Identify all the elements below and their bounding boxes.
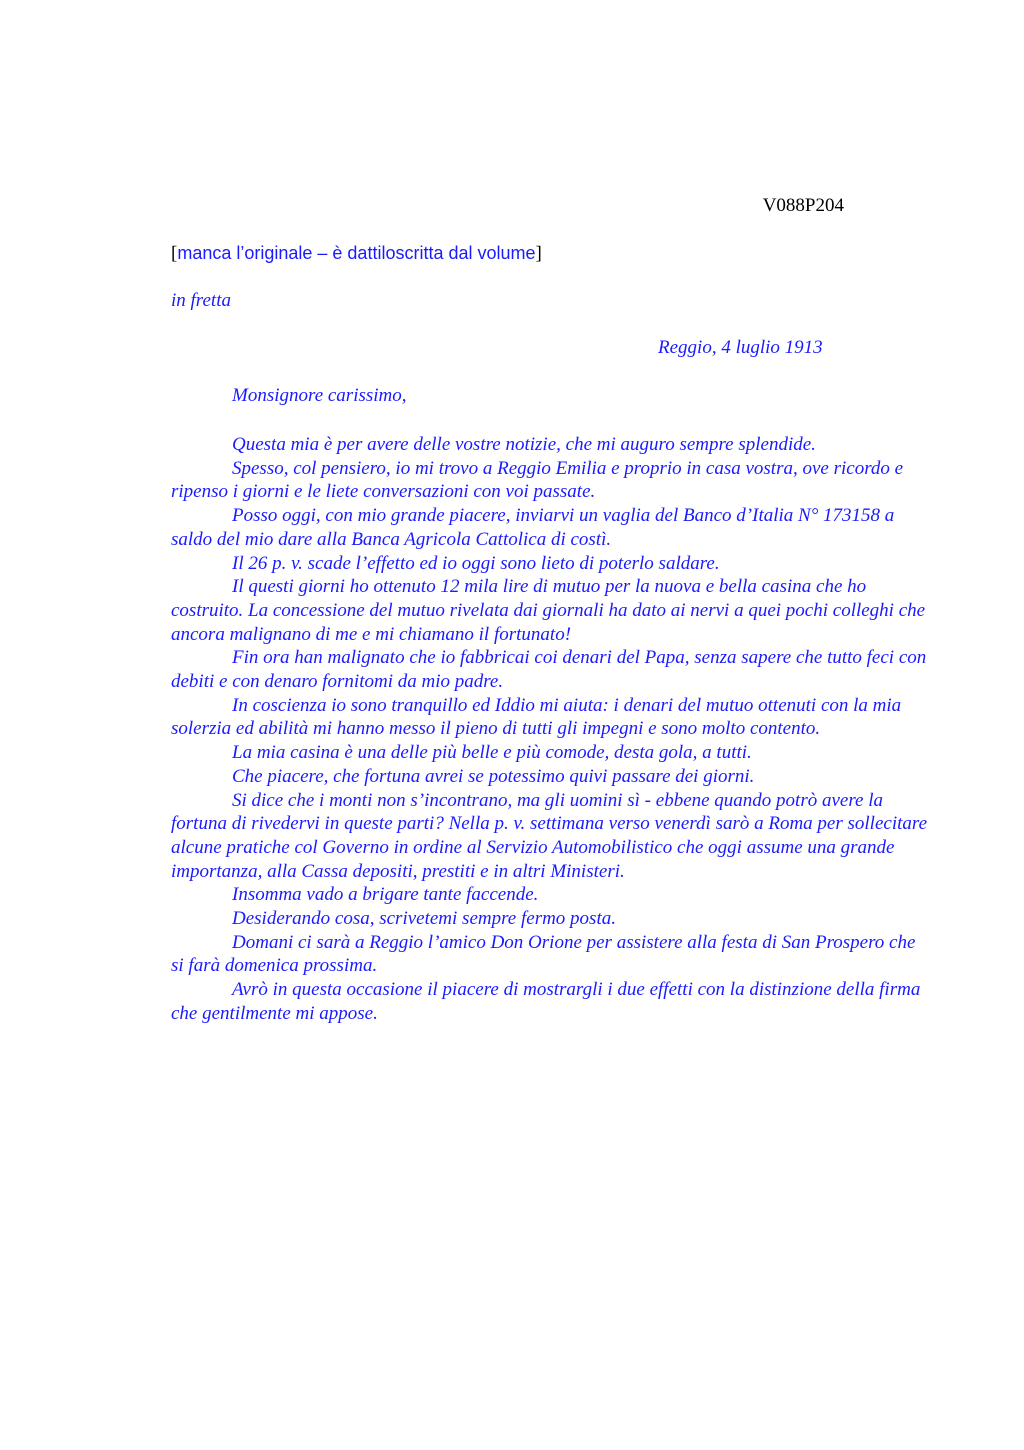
letter-paragraph: Desiderando cosa, scrivetemi sempre fermo posta. — [232, 908, 616, 930]
editorial-note — [171, 242, 542, 265]
letter-paragraph: Spesso, col pensiero, io mi trovo a Reggio Emilia e proprio in casa vostra, ove ricordo e ripenso i giorni e le liete conversazioni con voi passate. — [171, 457, 904, 503]
page-reference: V088P204 — [762, 195, 844, 216]
letter-paragraph: Il questi giorni ho ottenuto 12 mila lire di mutuo per la nuova e bella casina che ho costruito. La concessione del mutuo rivelata dai giornali ha dato ai nervi a quei pochi colleghi che ancora malignano di me e mi chiamano il fortunato! — [171, 576, 926, 645]
note-text: manca l’originale – è dattiloscritta dal volume — [177, 243, 536, 263]
letter-paragraph: Fin ora han malignato che io fabbricai coi denari del Papa, senza sapere che tutto feci con debiti e con denaro fornitomi da mio padre. — [171, 647, 927, 693]
letter-paragraph: Che piacere, che fortuna avrei se potessimo quivi passare dei giorni. — [232, 765, 755, 787]
note-bracket-close: ] — [535, 243, 542, 264]
letter-paragraph: Avrò in questa occasione il piacere di mostrargli i due effetti con la distinzione della firma che gentilmente mi appose. — [171, 979, 921, 1024]
letter-paragraph: Si dice che i monti non s’incontrano, ma gli uomini sì - ebbene quando potrò avere la fortuna di rivedervi in queste parti? Nella p. v. settimana verso venerdì sarò a Roma per sollecitare alcune pratiche col Governo in ordine al Servizio Automobilistico che oggi assume una grande importanza, alla Cassa depositi, prestiti e in altri Ministeri. — [171, 789, 928, 882]
letter-body — [171, 433, 931, 1026]
letter-paragraph: In coscienza io sono tranquillo ed Iddio mi aiuta: i denari del mutuo ottenuti con la mia solerzia ed abilità mi hanno messo il pieno di tutti gli impegni e sono molto contento. — [171, 694, 902, 740]
letter-paragraph: Questa mia è per avere delle vostre notizie, che mi auguro sempre splendide. — [232, 434, 816, 455]
letter-paragraph: Posso oggi, con mio grande piacere, inviarvi un vaglia del Banco d’Italia N° 173158 a saldo del mio dare alla Banca Agricola Cattolica di costì. — [171, 505, 895, 550]
letter-paragraph: La mia casina è una delle più belle e più comode, desta gola, a tutti. — [232, 742, 752, 764]
urgency-note: in fretta — [171, 290, 231, 311]
salutation: Monsignore carissimo, — [232, 385, 407, 406]
note-bracket-open: [ — [171, 243, 178, 264]
letter-paragraph: Domani ci sarà a Reggio l’amico Don Orione per assistere alla festa di San Prospero che si farà domenica prossima. — [171, 931, 916, 977]
letter-paragraph: Il 26 p. v. scade l’effetto ed io oggi sono lieto di poterlo saldare. — [232, 552, 720, 574]
dateline: Reggio, 4 luglio 1913 — [658, 337, 823, 358]
letter-paragraph: Insomma vado a brigare tante faccende. — [232, 884, 539, 906]
